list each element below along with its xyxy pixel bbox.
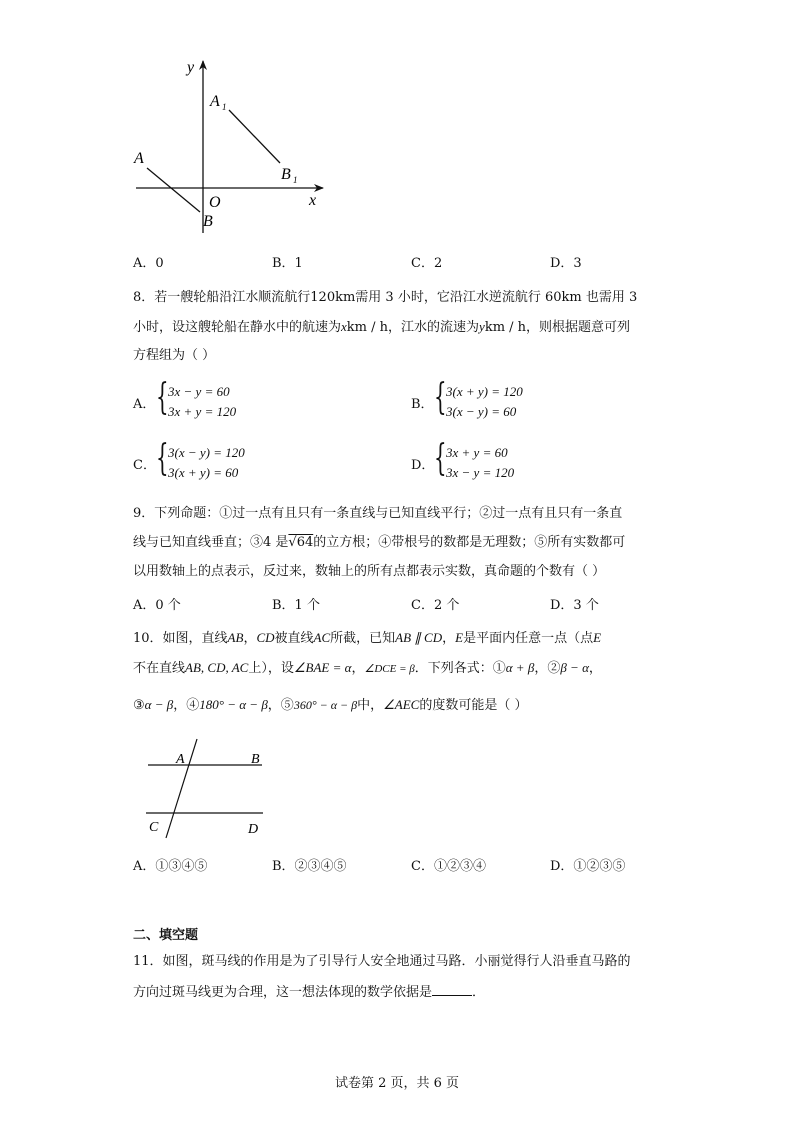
- q10-stem-line1: [133, 629, 601, 648]
- answer-blank[interactable]: [432, 983, 472, 996]
- q10-text: ③: [133, 698, 145, 713]
- point-B1-subscript: 1: [293, 175, 298, 185]
- q10-option-c: C．①②③④: [411, 859, 486, 874]
- q10-math: α + β: [505, 660, 535, 675]
- q10-text: 中，: [357, 698, 384, 713]
- q10-text: 10．如图，直线: [133, 631, 228, 646]
- equation: 3(x − y) = 120: [168, 445, 245, 460]
- q7-option-b: B．1: [272, 256, 303, 271]
- q9-stem-line2: [133, 534, 625, 552]
- point-A1-subscript: 1: [222, 102, 227, 112]
- q10-math: AB: [227, 630, 244, 645]
- q10-math: ∠AEC: [383, 697, 420, 712]
- q9-option-c: C．2 个: [411, 598, 460, 613]
- point-A-label: A: [134, 150, 144, 167]
- q10-math: AC: [313, 630, 331, 645]
- brace-icon: {: [434, 377, 447, 418]
- q10-text: ，⑤: [267, 698, 294, 713]
- q10-stem-line2: [133, 659, 602, 678]
- q10-option-b: B．②③④⑤: [272, 859, 347, 874]
- q8-var-x: x: [341, 319, 347, 334]
- q9-sqrt: √64: [288, 535, 314, 550]
- q10-text: 不在直线: [133, 661, 186, 676]
- equation: 3(x + y) = 60: [168, 465, 239, 480]
- equation: 3x + y = 120: [168, 404, 237, 419]
- q10-text: ，: [243, 631, 257, 646]
- q9-option-b: B．1 个: [272, 598, 320, 613]
- q10-text: 上），设: [248, 661, 294, 676]
- q10-text: 被直线: [274, 631, 314, 646]
- q10-text: ，②: [534, 661, 561, 676]
- coordinate-figure: [128, 55, 338, 235]
- q10-math: α − β: [144, 697, 174, 712]
- q8-option-b-label: B．: [411, 397, 434, 412]
- fig-label-A: A: [176, 752, 185, 767]
- q9-stem-line3: 以用数轴上的点表示，反过来，数轴上的所有点都表示实数，真命题的个数有（ ）: [133, 564, 606, 579]
- q10-text: ，④: [173, 698, 200, 713]
- q7-option-c: C．2: [411, 256, 443, 271]
- q8-stem-line1: 8．若一艘轮船沿江水顺流航行120km需用 3 小时，它沿江水逆流航行 60km 也需用 3: [133, 290, 638, 305]
- q10-option-d: D．①②③⑤: [550, 859, 626, 874]
- q10-option-a: A．①③④⑤: [133, 859, 208, 874]
- q10-stem-line3: [133, 696, 527, 715]
- q9-option-d: D．3 个: [550, 598, 599, 613]
- q10-text: ．下列各式：①: [414, 661, 506, 676]
- q10-math: β − α: [560, 660, 589, 675]
- equation: 3x − y = 60: [168, 384, 230, 399]
- q11-stem-line1: 11．如图，斑马线的作用是为了引导行人安全地通过马路．小丽觉得行人沿垂直马路的: [133, 954, 631, 969]
- y-axis-label: y: [187, 59, 195, 76]
- q10-text: 是平面内任意一点（点: [463, 631, 594, 646]
- q11-text: 方向过斑马线更为合理，这一想法体现的数学依据是: [133, 985, 433, 1000]
- q8-stem-line3: 方程组为（ ）: [133, 348, 216, 363]
- q8-option-a-label: A．: [133, 397, 156, 412]
- q8-option-d-label: D．: [411, 458, 435, 473]
- point-A1-label: A: [210, 93, 220, 110]
- x-axis-label: x: [309, 192, 317, 209]
- q7-option-a: A．0: [133, 256, 164, 271]
- q10-text: ，: [442, 631, 456, 646]
- q8-option-c-label: C．: [133, 458, 156, 473]
- q10-math: 180° − α − β: [199, 697, 268, 712]
- q10-math: E: [593, 630, 602, 645]
- q10-math: E: [455, 630, 464, 645]
- equation: 3x − y = 120: [446, 465, 515, 480]
- parallel-lines-figure: [140, 735, 280, 840]
- q10-math: ∠DCE = β: [364, 663, 415, 675]
- q8-text: km / h，江水的流速为: [346, 320, 480, 335]
- segment-AB: [147, 168, 200, 212]
- q9-text: 的立方根；④带根号的数都是无理数；⑤所有实数都可: [313, 535, 626, 550]
- equation: 3x + y = 60: [446, 445, 508, 460]
- q10-math: 360° − α − β: [293, 698, 358, 712]
- q9-option-a: A．0 个: [133, 598, 181, 613]
- q10-text: 所截，已知: [330, 631, 396, 646]
- q8-var-y: y: [479, 319, 485, 334]
- q10-math: ∠BAE = α: [293, 660, 352, 675]
- brace-icon: {: [156, 438, 169, 479]
- brace-icon: {: [434, 438, 447, 479]
- q10-math: CD: [256, 630, 275, 645]
- q10-text: ，: [588, 661, 602, 676]
- q8-text: 小时，设这艘轮船在静水中的航速为: [133, 320, 342, 335]
- equation: 3(x + y) = 120: [446, 384, 523, 399]
- brace-icon: {: [156, 377, 169, 418]
- fig-label-B: B: [251, 752, 260, 767]
- point-B1-label: B: [281, 166, 291, 183]
- q10-text: 的度数可能是（ ）: [419, 698, 528, 713]
- q8-stem-line2: [133, 318, 630, 337]
- fig-label-D: D: [248, 822, 259, 837]
- section-title-fill-in: 二、填空题: [133, 928, 199, 943]
- q10-math: AB, CD, AC: [185, 660, 249, 675]
- q7-option-d: D．3: [550, 256, 582, 271]
- equation: 3(x − y) = 60: [446, 404, 517, 419]
- q9-text: 线与已知直线垂直；③4 是: [133, 535, 289, 550]
- point-B-label: B: [203, 213, 213, 230]
- q10-math: AB ∥ CD: [395, 630, 443, 645]
- q10-text: ，: [351, 661, 365, 676]
- segment-A1B1: [229, 110, 280, 163]
- q9-stem-line1: 9．下列命题：①过一点有且只有一条直线与已知直线平行；②过一点有且只有一条直: [133, 506, 623, 521]
- fig-label-C: C: [149, 820, 159, 835]
- q11-text: ．: [472, 985, 486, 1000]
- page-footer: 试卷第 2 页，共 6 页: [334, 1076, 460, 1091]
- q8-text: km / h，则根据题意可列: [484, 320, 631, 335]
- origin-label: O: [209, 194, 221, 211]
- q11-stem-line2: [133, 983, 485, 1002]
